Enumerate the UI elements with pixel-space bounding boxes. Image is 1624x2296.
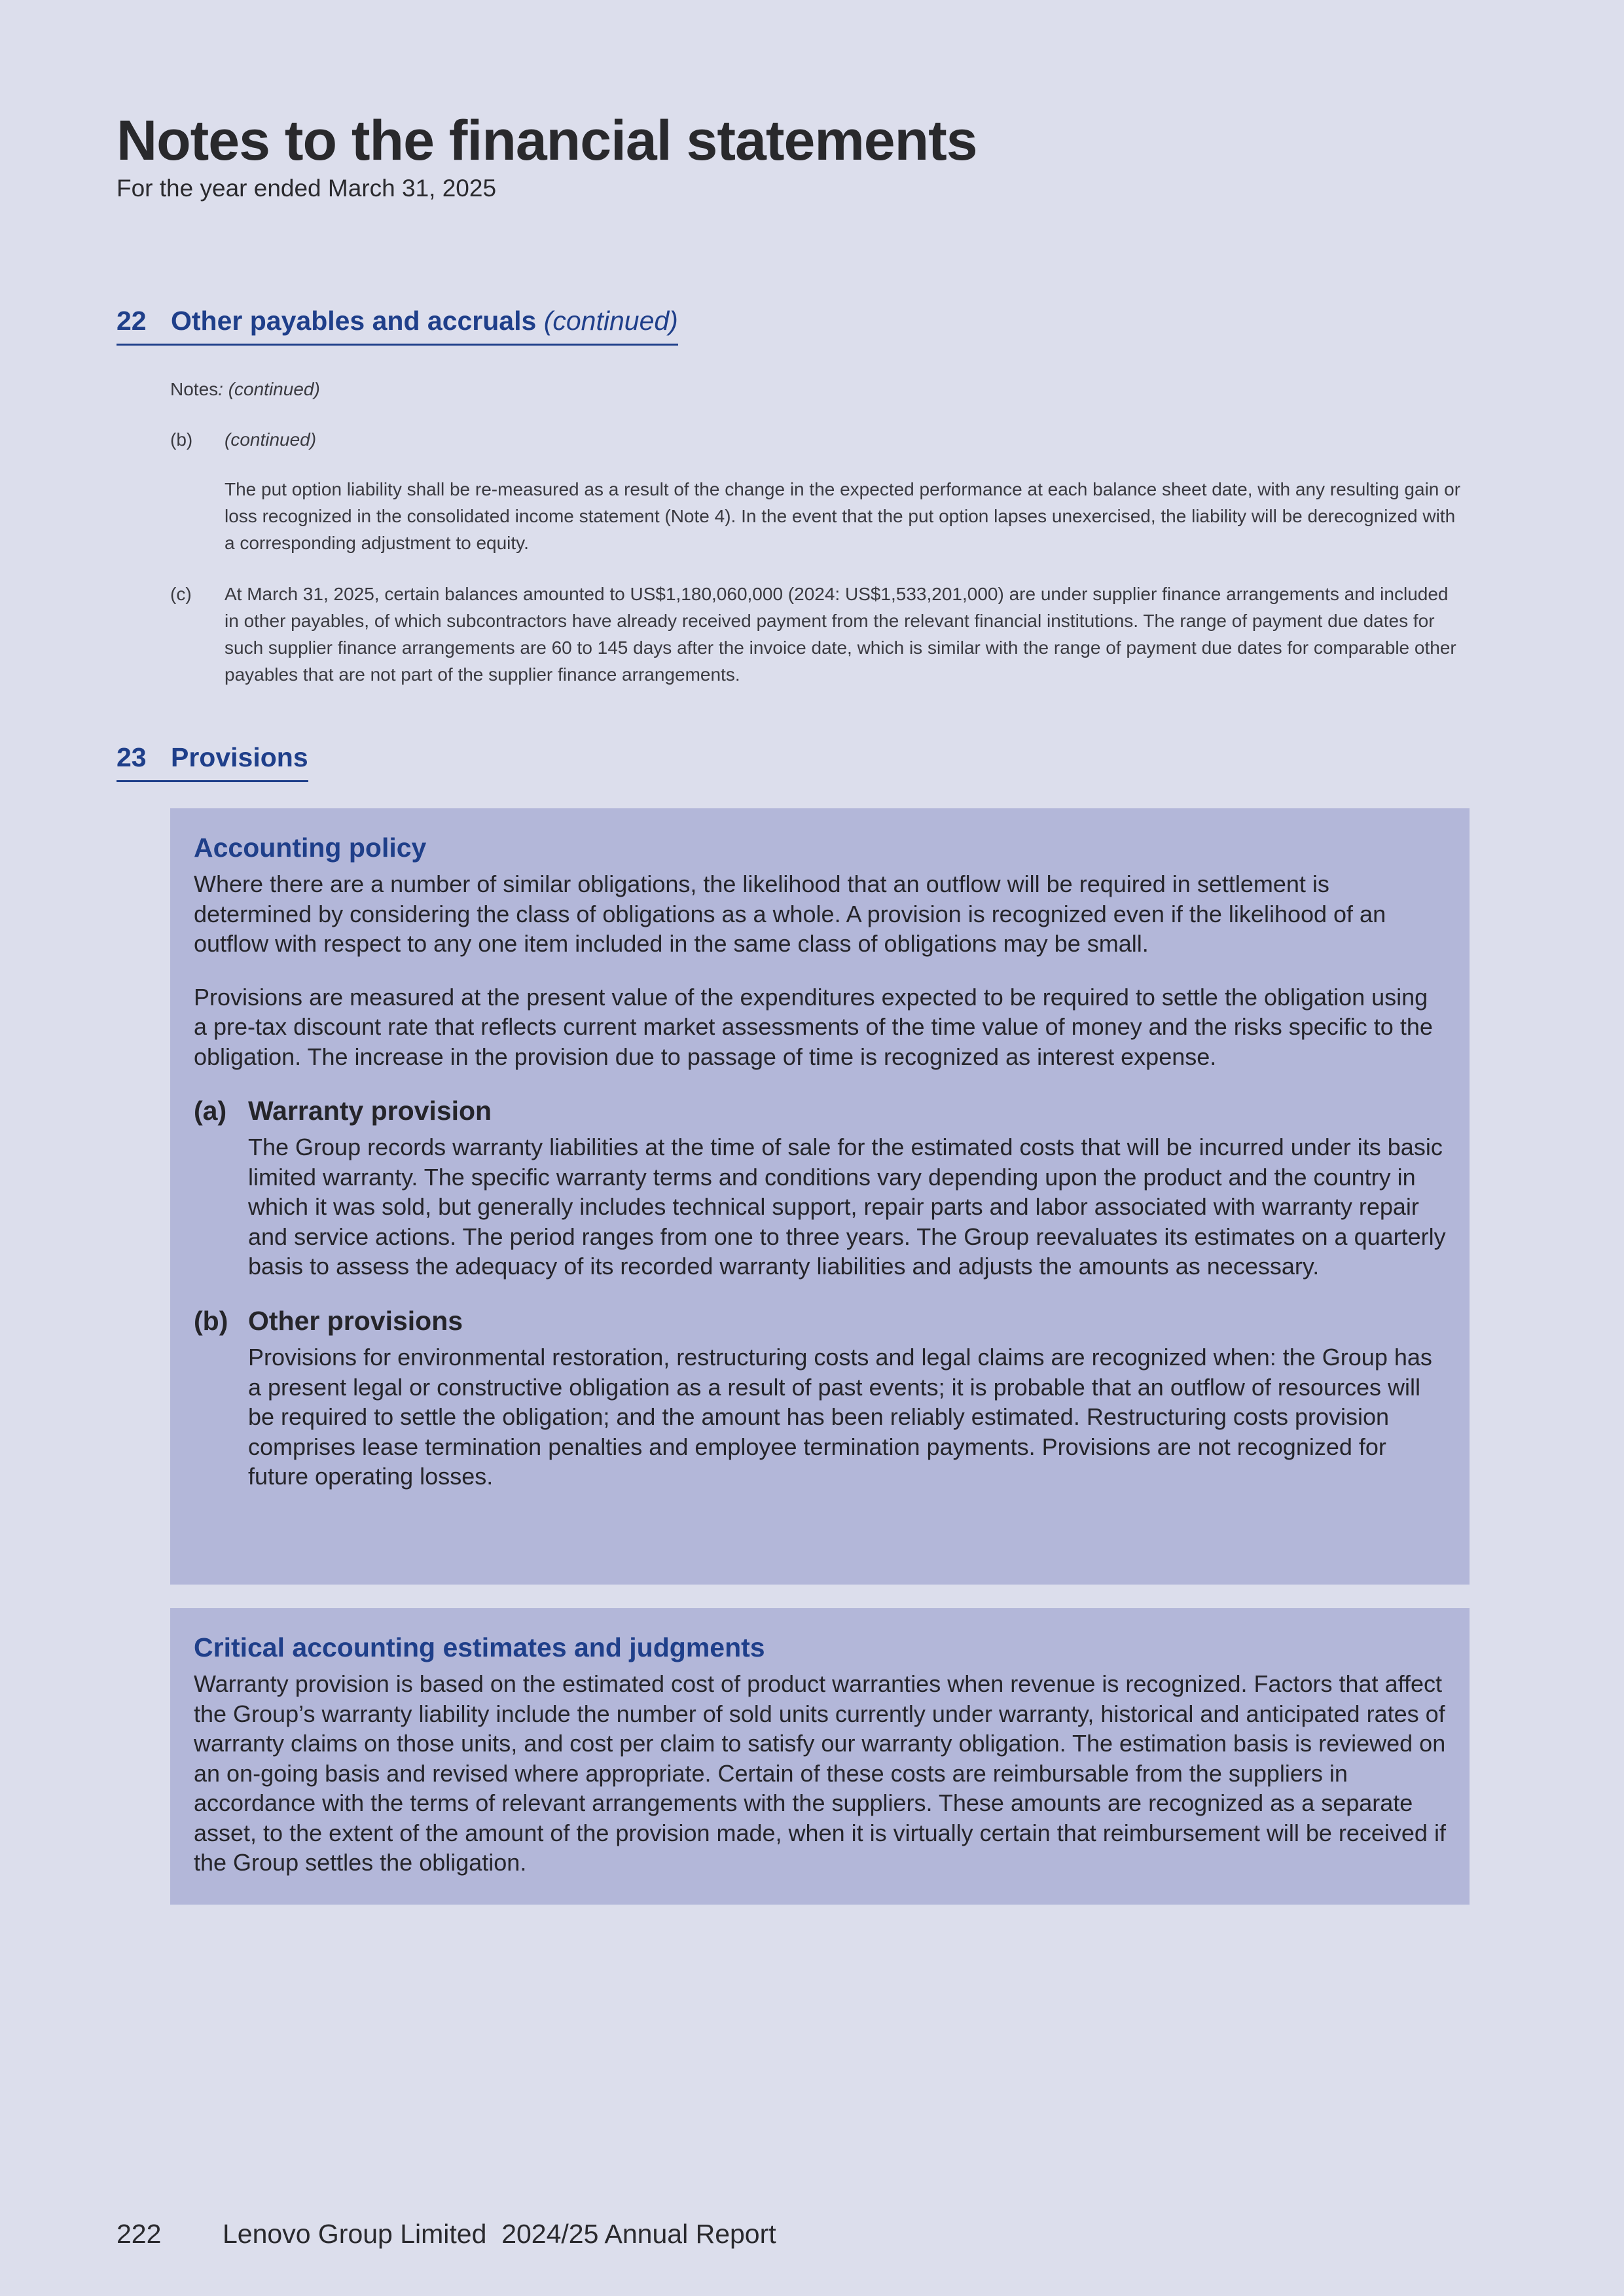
page-title: Notes to the financial statements — [117, 109, 977, 172]
critical-estimates-paragraph: Warranty provision is based on the estimated cost of product warranties when revenue is recognized. Factors that affect the Group’s warranty liability include the number of sold units currently under warranty, historical and anticipated rates of warranty claims on those units, and cost per claim to satisfy our warranty obligation. The estimation basis is reviewed on an on-going basis and revised where appropriate. Certain of these costs are reimbursable from the suppliers in accordance with the terms of relevant arrangements with the suppliers. These amounts are recognized as a separate asset, to the extent of the amount of the provision made, when it is virtually certain that reimbursement will be received if the Group settles the obligation. — [194, 1670, 1446, 1876]
section-23-heading — [117, 742, 308, 782]
notes-continued: : (continued) — [218, 379, 320, 399]
critical-estimates-heading: Critical accounting estimates and judgments — [194, 1632, 765, 1662]
section-continued-label: (continued) — [543, 306, 678, 336]
section-number: 22 — [117, 306, 147, 336]
page-number: 222 — [117, 2219, 162, 2249]
accounting-policy-box — [170, 808, 1470, 1585]
note-c-paragraph: At March 31, 2025, certain balances amounted to US$1,180,060,000 (2024: US$1,533,201,000) are under supplier finance arrangements and included in other payables, of which subcontractors have already received payment from the relevant financial institutions. The range of payment due dates for such supplier finance arrangements are 60 to 145 days after the invoice date, which is similar with the range of payment due dates for comparable other payables that are not part of the supplier finance arrangements. — [225, 584, 1456, 685]
other-provisions-heading — [194, 1305, 1446, 1337]
note-b-paragraph: The put option liability shall be re-measured as a result of the change in the expected performance at each balance sheet date, with any resulting gain or loss recognized in the consolidated income statement (Note 4). In the event that the put option lapses unexercised, the liability will be derecognized with a corresponding adjustment to equity. — [225, 479, 1461, 553]
other-provisions-paragraph: Provisions for environmental restoration, restructuring costs and legal claims are recognized when: the Group has a present legal or constructive obligation as a result of past events; it is probable that an outflow of resources will be required to settle the obligation; and the amount has been reliably estimated. Restructuring costs provision comprises lease termination penalties and employee termination payments. Provisions are not recognized for future operating losses. — [248, 1344, 1432, 1490]
page-subtitle: For the year ended March 31, 2025 — [117, 175, 497, 202]
section-number: 23 — [117, 742, 147, 772]
subsection-title: Warranty provision — [248, 1096, 492, 1126]
notes-label-text: Notes — [170, 379, 219, 399]
note-c-label: (c) — [170, 584, 192, 604]
section-22-heading — [117, 305, 678, 346]
accounting-policy-heading: Accounting policy — [194, 833, 427, 863]
notes-label — [170, 376, 320, 403]
warranty-provision-paragraph: The Group records warranty liabilities at the time of sale for the estimated costs that will be incurred under its basic limited warranty. The specific warranty terms and conditions vary depending upon the product and the country in which it was sold, but generally includes technical support, repair parts and labor associated with warranty repair and service actions. The period ranges from one to three years. The Group reevaluates its estimates on a quarterly basis to assess the adequacy of its recorded warranty liabilities and adjusts the amounts as necessary. — [248, 1134, 1446, 1280]
note-b-continued — [225, 426, 316, 453]
accounting-policy-paragraph-2: Provisions are measured at the present value of the expenditures expected to be required to settle the obligation using a pre-tax discount rate that reflects current market assessments of the time value of money and the risks specific to the obligation. The increase in the provision due to passage of time is recognized as interest expense. — [194, 983, 1433, 1070]
accounting-policy-paragraph-1: Where there are a number of similar obligations, the likelihood that an outflow will be required in settlement is determined by considering the class of obligations as a whole. A provision is recognized even if the likelihood of an outflow with respect to any one item included in the same class of obligations may be small. — [194, 870, 1386, 958]
subsection-title: Other provisions — [248, 1305, 463, 1336]
section-title: Other payables and accruals — [171, 306, 537, 336]
note-b-label: (b) — [170, 429, 193, 450]
subsection-letter: (a) — [194, 1096, 227, 1126]
subsection-letter: (b) — [194, 1305, 228, 1336]
critical-estimates-box — [170, 1608, 1470, 1905]
footer-text — [223, 2218, 776, 2250]
warranty-provision-heading — [194, 1095, 1446, 1127]
note-b-continued-text: (continued) — [225, 429, 317, 450]
section-title: Provisions — [171, 742, 308, 772]
footer-report-name: Lenovo Group Limited 2024/25 Annual Report — [223, 2219, 776, 2249]
